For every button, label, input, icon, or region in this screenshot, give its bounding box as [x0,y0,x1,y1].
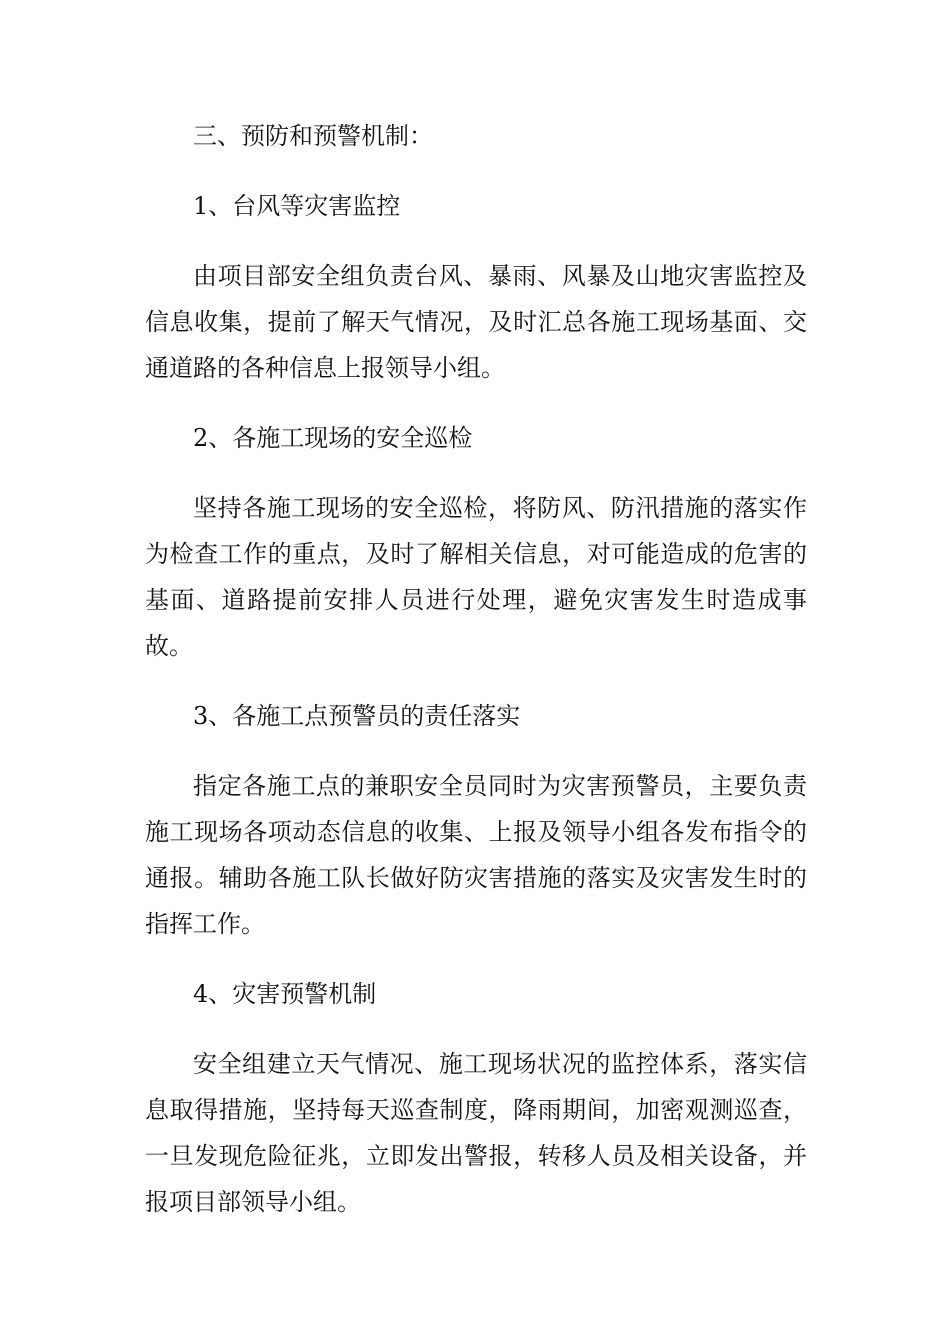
item-heading-1: 1、台风等灾害监控 [193,192,401,220]
item-heading-4: 4、灾害预警机制 [193,980,377,1008]
item-paragraph-1: 由项目部安全组负责台风、暴雨、风暴及山地灾害监控及信息收集，提前了解天气情况，及时汇总各施工现场基面、交通道路的各种信息上报领导小组。 [145,262,807,382]
document-body [145,113,807,1249]
item-heading-3: 3、各施工点预警员的责任落实 [193,702,521,730]
item-heading-2: 2、各施工现场的安全巡检 [193,424,473,452]
item-paragraph-2: 坚持各施工现场的安全巡检，将防风、防汛措施的落实作为检查工作的重点，及时了解相关信息，对可能造成的危害的基面、道路提前安排人员进行处理，避免灾害发生时造成事故。 [145,494,807,660]
item-paragraph-4: 安全组建立天气情况、施工现场状况的监控体系，落实信息取得措施，坚持每天巡查制度，降雨期间，加密观测巡查，一旦发现危险征兆，立即发出警报，转移人员及相关设备，并报项目部领导小组。 [145,1050,807,1216]
section-title: 三、预防和预警机制： [193,122,433,150]
item-paragraph-3: 指定各施工点的兼职安全员同时为灾害预警员，主要负责施工现场各项动态信息的收集、上报及领导小组各发布指令的通报。辅助各施工队长做好防灾害措施的落实及灾害发生时的指挥工作。 [145,772,807,938]
